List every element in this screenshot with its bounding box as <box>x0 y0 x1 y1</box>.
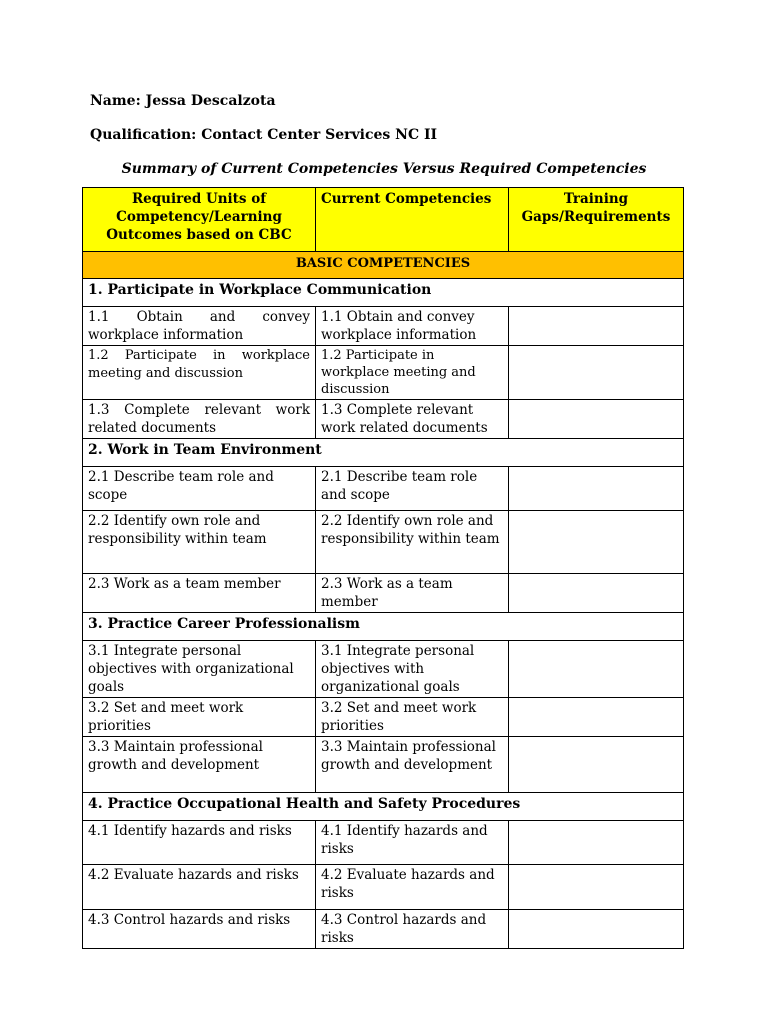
table-row <box>83 400 684 439</box>
current-cell: 3.2 Set and meet work priorities <box>316 698 509 737</box>
unit-row <box>83 613 684 641</box>
unit-title: 4. Practice Occupational Health and Safety Procedures <box>83 793 684 821</box>
table-row <box>83 511 684 574</box>
unit-title: 2. Work in Team Environment <box>83 439 684 467</box>
header-gaps: Training Gaps/Requirements <box>509 188 684 252</box>
table-row <box>83 910 684 949</box>
table-row <box>83 346 684 400</box>
table-row <box>83 737 684 793</box>
unit-title: 1. Participate in Workplace Communication <box>83 279 684 307</box>
current-cell: 1.2 Participate in workplace meeting and discussion <box>316 346 509 400</box>
gap-cell <box>509 865 684 910</box>
name-line: Name: Jessa Descalzota <box>90 93 276 109</box>
gap-cell <box>509 698 684 737</box>
gap-cell <box>509 737 684 793</box>
gap-cell <box>509 910 684 949</box>
required-cell: 4.3 Control hazards and risks <box>83 910 316 949</box>
current-cell: 2.2 Identify own role and responsibility within team <box>316 511 509 574</box>
required-cell: 3.1 Integrate personal objectives with organizational goals <box>83 641 316 698</box>
current-cell: 3.1 Integrate personal objectives with organizational goals <box>316 641 509 698</box>
table-row <box>83 307 684 346</box>
unit-row <box>83 439 684 467</box>
gap-cell <box>509 346 684 400</box>
header-current: Current Competencies <box>316 188 509 252</box>
gap-cell <box>509 821 684 865</box>
table-row <box>83 574 684 613</box>
table-row <box>83 467 684 511</box>
table-row <box>83 821 684 865</box>
current-cell: 4.3 Control hazards and risks <box>316 910 509 949</box>
required-cell: 3.3 Maintain professional growth and development <box>83 737 316 793</box>
gap-cell <box>509 467 684 511</box>
table-row <box>83 698 684 737</box>
required-cell: 2.1 Describe team role and scope <box>83 467 316 511</box>
unit-row <box>83 279 684 307</box>
gap-cell <box>509 641 684 698</box>
current-cell: 4.1 Identify hazards and risks <box>316 821 509 865</box>
competency-table <box>82 187 684 949</box>
current-cell: 2.3 Work as a team member <box>316 574 509 613</box>
required-cell: 4.1 Identify hazards and risks <box>83 821 316 865</box>
section-basic-competencies: BASIC COMPETENCIES <box>83 252 684 279</box>
section-row <box>83 252 684 279</box>
required-cell: 1.2 Participate in workplace meeting and discussion <box>83 346 316 400</box>
header-required: Required Units of Competency/Learning Outcomes based on CBC <box>83 188 316 252</box>
unit-title: 3. Practice Career Professionalism <box>83 613 684 641</box>
unit-row <box>83 793 684 821</box>
required-cell: 3.2 Set and meet work priorities <box>83 698 316 737</box>
required-cell: 4.2 Evaluate hazards and risks <box>83 865 316 910</box>
table-row <box>83 641 684 698</box>
required-cell: 1.3 Complete relevant work related documents <box>83 400 316 439</box>
gap-cell <box>509 511 684 574</box>
current-cell: 1.3 Complete relevant work related documents <box>316 400 509 439</box>
gap-cell <box>509 400 684 439</box>
current-cell: 4.2 Evaluate hazards and risks <box>316 865 509 910</box>
summary-subtitle: Summary of Current Competencies Versus Required Competencies <box>121 161 647 177</box>
table-header-row <box>83 188 684 252</box>
current-cell: 2.1 Describe team role and scope <box>316 467 509 511</box>
table-row <box>83 865 684 910</box>
gap-cell <box>509 574 684 613</box>
current-cell: 1.1 Obtain and convey workplace information <box>316 307 509 346</box>
gap-cell <box>509 307 684 346</box>
required-cell: 2.3 Work as a team member <box>83 574 316 613</box>
required-cell: 1.1 Obtain and convey workplace information <box>83 307 316 346</box>
qualification-line: Qualification: Contact Center Services NC II <box>90 127 438 143</box>
required-cell: 2.2 Identify own role and responsibility within team <box>83 511 316 574</box>
current-cell: 3.3 Maintain professional growth and development <box>316 737 509 793</box>
